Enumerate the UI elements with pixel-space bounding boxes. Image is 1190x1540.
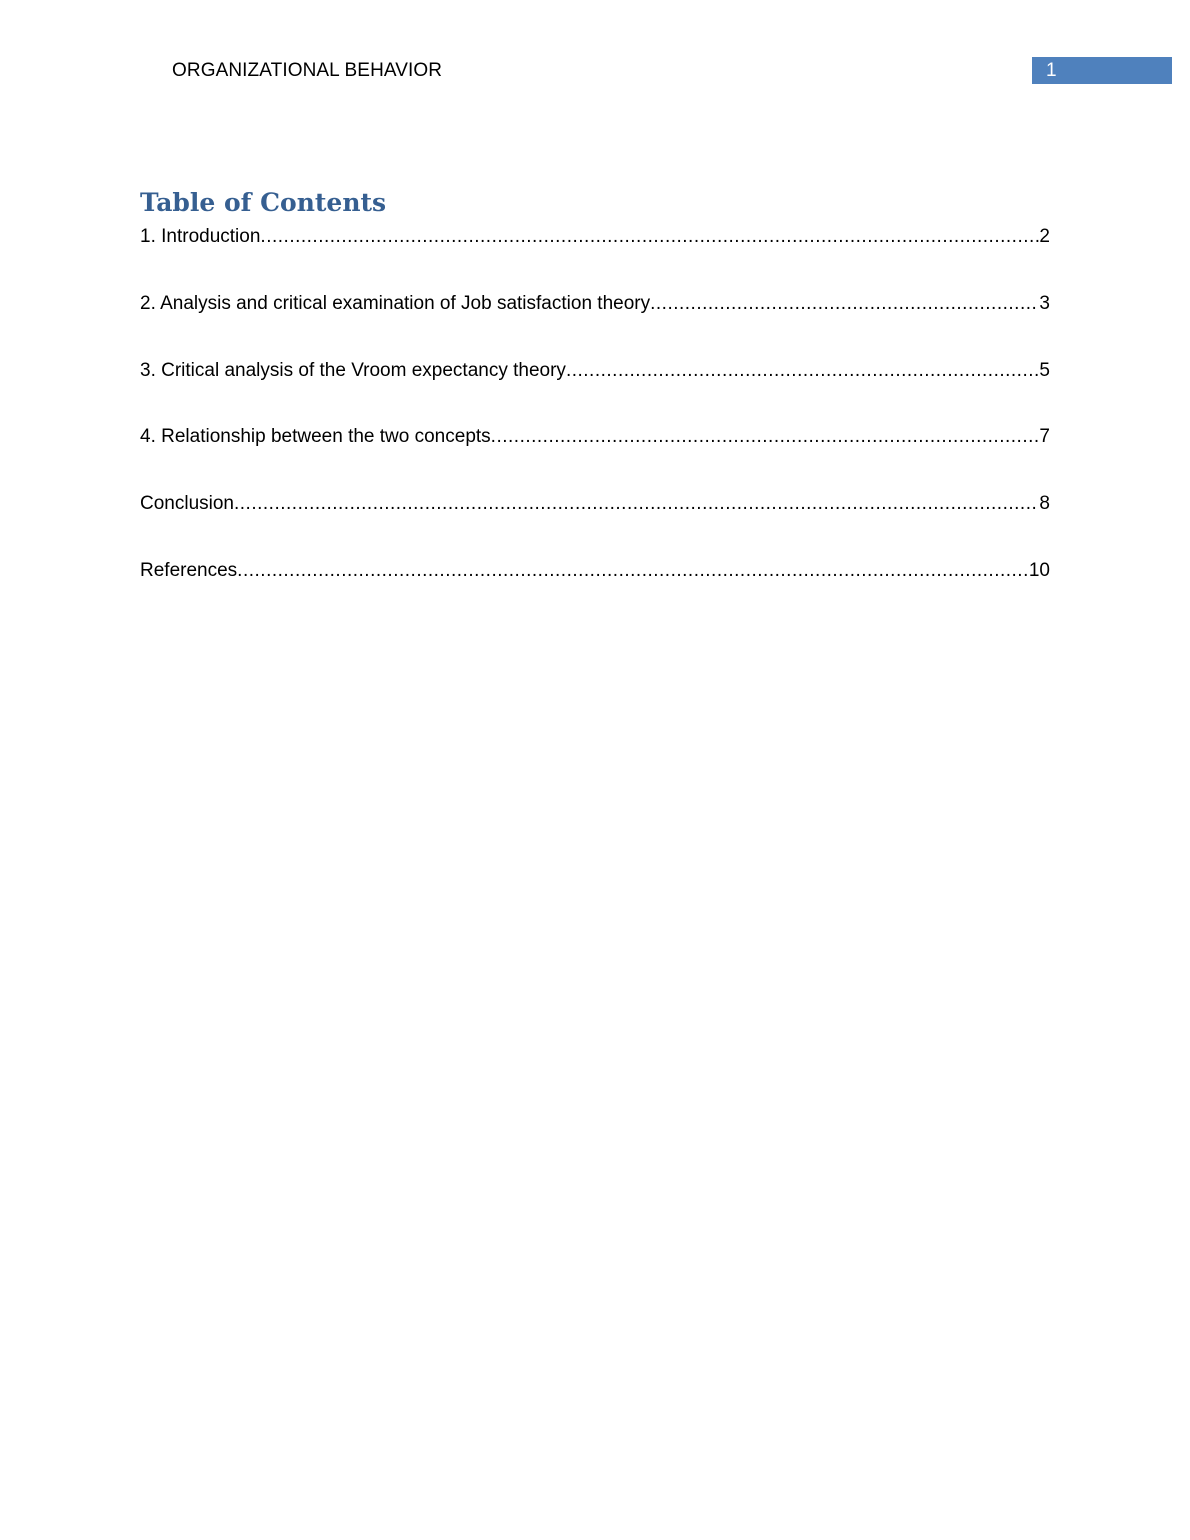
page-number-badge: 1	[1032, 57, 1172, 84]
toc-entry-label: 2. Analysis and critical examination of Job satisfaction theory	[140, 292, 651, 314]
toc-dot-leader	[491, 424, 1040, 450]
toc-dot-leader	[260, 224, 1039, 250]
toc-entry-label: 1. Introduction	[140, 226, 261, 247]
toc-list	[140, 224, 1050, 625]
toc-entry-page-number: 7	[1039, 426, 1050, 448]
toc-entry-relationship[interactable]	[140, 424, 1050, 450]
toc-heading: Table of Contents	[140, 188, 387, 217]
toc-dot-leader	[237, 558, 1029, 584]
toc-entry-job-satisfaction[interactable]	[140, 291, 1050, 317]
running-header-title: ORGANIZATIONAL BEHAVIOR	[172, 60, 443, 81]
toc-entry-vroom-expectancy[interactable]	[140, 358, 1050, 384]
toc-dot-leader	[234, 491, 1039, 517]
toc-entry-page-number: 2	[1039, 226, 1050, 247]
toc-dot-leader	[566, 358, 1039, 384]
toc-entry-page-number: 3	[1039, 292, 1050, 314]
toc-dot-leader	[650, 291, 1039, 317]
toc-entry-label: 4. Relationship between the two concepts	[140, 426, 491, 448]
toc-entry-label: References	[140, 559, 238, 581]
toc-entry-references[interactable]	[140, 558, 1050, 584]
toc-entry-page-number: 5	[1039, 359, 1050, 381]
toc-entry-conclusion[interactable]	[140, 491, 1050, 517]
toc-entry-page-number: 10	[1028, 559, 1050, 581]
toc-entry-label: 3. Critical analysis of the Vroom expectancy theory	[140, 359, 566, 381]
toc-entry-introduction[interactable]	[140, 224, 1050, 250]
toc-entry-label: Conclusion	[140, 493, 234, 515]
toc-entry-page-number: 8	[1039, 493, 1050, 515]
